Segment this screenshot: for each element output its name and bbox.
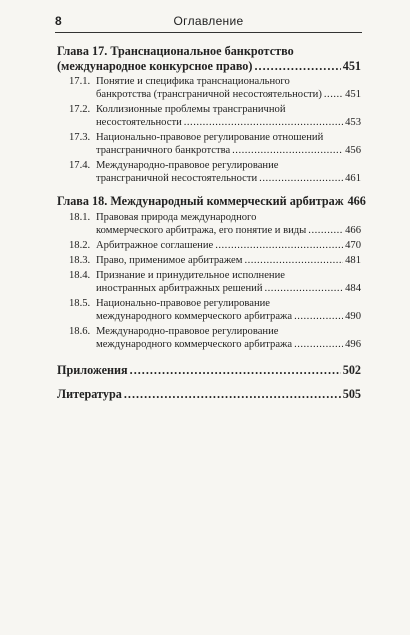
section-number: 17.2. (69, 104, 91, 115)
section-entry (96, 282, 361, 295)
section-title-line: Коллизионные проблемы трансграничной (96, 104, 286, 115)
section-17-1 (57, 75, 361, 101)
page-ref: 470 (345, 239, 361, 251)
section-18-6 (57, 325, 361, 351)
leader-dots (215, 239, 343, 252)
section-18-5 (57, 297, 361, 323)
section-number: 17.4. (69, 160, 91, 171)
section-entry (96, 116, 361, 129)
page-ref: 453 (345, 117, 361, 128)
page-ref: 496 (345, 338, 361, 350)
appendix-label: Приложения (57, 362, 128, 377)
leader-dots (124, 387, 341, 401)
section-title-line: банкротства (трансграничной несостоятельности) (96, 89, 322, 100)
section-17-3 (57, 131, 361, 157)
page-ref: 466 (347, 194, 366, 208)
section-entry (96, 254, 361, 267)
literature-label: Литература (57, 386, 122, 401)
chapter-title-line: Глава 18. Международный коммерческий арбитраж (57, 194, 344, 208)
leader-dots (244, 254, 343, 267)
section-title-line: Признание и принудительное исполнение (96, 269, 285, 281)
section-title-line: иностранных арбитражных решений (96, 282, 263, 294)
section-title-line: Международно-правовое регулирование (96, 160, 279, 171)
section-entry (96, 338, 361, 351)
section-title-line: международного коммерческого арбитража (96, 338, 293, 350)
page-ref: 451 (342, 58, 361, 73)
chapter-title-line: Глава 17. Транснациональное банкротство (57, 44, 294, 58)
chapter-title-entry (57, 59, 361, 74)
chapter-title-line: (международное конкурсное право) (57, 58, 253, 73)
page-number: 8 (55, 14, 62, 28)
section-title-line: Право, применимое арбитражем (96, 254, 243, 266)
chapter-18 (57, 194, 366, 209)
page-ref: 466 (345, 224, 361, 236)
running-header (55, 12, 362, 33)
section-number: 18.5. (69, 297, 91, 309)
section-title-line: Международно-правовое регулирование (96, 325, 279, 337)
section-entry (96, 144, 361, 157)
section-title-line: коммерческого арбитража, его понятие и виды (96, 224, 307, 236)
chapter-17 (57, 44, 361, 73)
section-title-line: несостоятельности (96, 117, 182, 128)
page-ref: 481 (345, 254, 361, 266)
section-number: 18.4. (69, 269, 91, 281)
literature-entry (57, 387, 361, 401)
section-number: 17.1. (69, 76, 91, 87)
leader-dots (254, 59, 340, 74)
section-title-line: международного коммерческого арбитража (96, 310, 293, 322)
page-ref: 451 (345, 89, 361, 100)
section-18-2 (57, 239, 361, 252)
table-of-contents (57, 44, 366, 401)
section-title-line: Национально-правовое регулирование отношений (96, 132, 324, 143)
section-18-3 (57, 254, 361, 267)
page-ref: 502 (342, 362, 361, 377)
page-ref: 505 (342, 386, 361, 401)
running-title: Оглавление (173, 14, 244, 28)
leader-dots (324, 88, 343, 101)
leader-dots (259, 172, 343, 185)
section-entry (96, 172, 361, 185)
page-ref: 484 (345, 282, 361, 294)
section-title-line: трансграничной несостоятельности (96, 173, 258, 184)
section-number: 18.2. (69, 239, 91, 251)
section-title-line: Национально-правовое регулирование (96, 297, 270, 309)
section-18-4 (57, 269, 361, 295)
leader-dots (232, 144, 343, 157)
leader-dots (265, 282, 344, 295)
leader-dots (308, 224, 343, 237)
section-entry (96, 88, 361, 101)
section-17-4 (57, 159, 361, 185)
section-title-line: Арбитражное соглашение (96, 239, 214, 251)
leader-dots (294, 338, 343, 351)
chapter-title-entry (57, 194, 366, 209)
leader-dots (294, 310, 343, 323)
section-title-line: трансграничного банкротства (96, 145, 231, 156)
page-ref: 456 (345, 145, 361, 156)
section-title-line: Правовая природа международного (96, 211, 257, 223)
section-17-2 (57, 103, 361, 129)
leader-dots (130, 363, 341, 377)
leader-dots (184, 116, 343, 129)
section-entry (96, 310, 361, 323)
section-number: 18.3. (69, 254, 91, 266)
section-title-line: Понятие и специфика транснационального (96, 76, 290, 87)
page-ref: 461 (345, 173, 361, 184)
section-number: 17.3. (69, 132, 91, 143)
appendix-entry (57, 363, 361, 377)
section-entry (96, 239, 361, 252)
section-number: 18.1. (69, 211, 91, 223)
section-18-1 (57, 211, 361, 237)
section-entry (96, 224, 361, 237)
page-ref: 490 (345, 310, 361, 322)
section-number: 18.6. (69, 325, 91, 337)
